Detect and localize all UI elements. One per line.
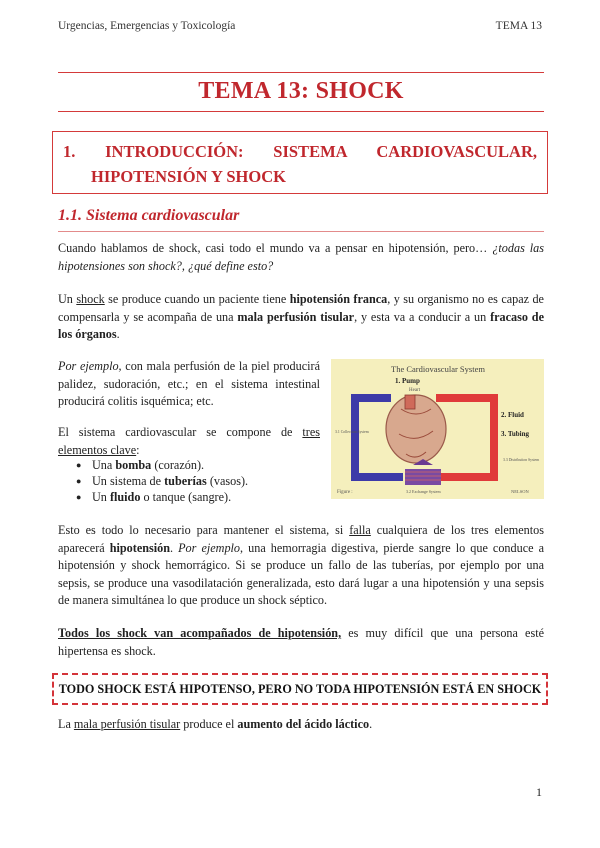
figure-left-label: 3.1 Collection System	[335, 430, 369, 434]
figure-title: The Cardiovascular System	[391, 364, 485, 374]
exchange-system-block	[405, 469, 441, 485]
header-left: Urgencias, Emergencias y Toxicología	[58, 20, 236, 32]
example-label: Por ejemplo,	[58, 359, 122, 373]
list-item: ● Una bomba (corazón).	[78, 457, 248, 473]
aorta-icon	[405, 395, 415, 409]
statement-all-shock: Todos los shock van acompañados de hipotensión,	[58, 626, 342, 640]
elements-list	[78, 457, 248, 505]
paragraph-intro	[58, 240, 544, 275]
heart-label: Heart	[409, 388, 421, 393]
term-mala-perfusion: mala perfusión tisular	[237, 309, 355, 324]
term-hipotension: hipotensión	[109, 540, 171, 555]
term-shock: shock	[76, 292, 105, 306]
key-statement-text: TODO SHOCK ESTÁ HIPOTENSO, PERO NO TODA HIPOTENSIÓN ESTÁ EN SHOCK	[58, 681, 542, 696]
cardiovascular-diagram-svg	[331, 359, 544, 499]
paragraph-shock-definition: Un shock se produce cuando un paciente tiene hipotensión franca, y su organismo no es capaz de compensarla y se acompaña de una mala perfusión tisular, y esta va a conducir a un fracaso de los órganos.	[58, 292, 544, 341]
figure-fluid-label: 2. Fluid	[501, 411, 524, 419]
figure-tubing-label: 3. Tubing	[501, 430, 530, 438]
term-tres-elementos: tres elementos clave	[58, 425, 320, 457]
figure-credit: NELSON	[511, 489, 529, 494]
list-item: ● Un fluido o tanque (sangre).	[78, 489, 248, 505]
figure-pump-label: 1. Pump	[395, 377, 420, 385]
intro-text: Cuando hablamos de shock, casi todo el mundo va a pensar en hipotensión, pero…	[58, 241, 493, 255]
cardiovascular-diagram	[331, 359, 544, 499]
intro-question: ¿todas las hipotensiones son shock?, ¿qué define esto?	[58, 241, 544, 273]
term-acido-lactico: aumento del ácido láctico	[237, 717, 370, 731]
key-statement-box	[52, 673, 548, 705]
term-fracaso-organos: fracaso de los órganos	[58, 309, 544, 341]
heart-icon	[386, 395, 446, 463]
term-mala-perfusion-tisular: mala perfusión tisular	[73, 717, 181, 731]
section-heading-line2: HIPOTENSIÓN Y SHOCK	[91, 167, 286, 186]
header-right: TEMA 13	[495, 20, 542, 32]
paragraph-all-shock: Todos los shock van acompañados de hipotensión, es muy difícil que una persona esté hipertensa es shock.	[58, 626, 545, 658]
page-title: TEMA 13: SHOCK	[198, 78, 404, 104]
example-text: con mala perfusión de la piel producirá palidez, sudoración, etc.; en el sistema intestinal producirá colitis isquémica; etc.	[58, 359, 320, 408]
paragraph-failure: Esto es todo lo necesario para mantener el sistema, si falla cualquiera de los tres elementos aparecerá hipotensión. Por ejemplo, una hemorragia digestiva, pierde sangre lo que conduce a hipotensión y shock hemorrágico. Si se produce un fallo de las tuberías, por ejemplo por una sepsis, se produce una vasodilatación generalizada, esto dará lugar a una hipotensión y una sepsis de manera simultánea lo que produce un shock séptico.	[58, 523, 545, 607]
paragraph-elements: El sistema cardiovascular se compone de tres elementos clave:	[58, 425, 320, 457]
list-item: ● Un sistema de tuberías (vasos).	[78, 473, 248, 489]
paragraph-lactic: La mala perfusión tisular produce el aumento del ácido láctico.	[58, 717, 373, 731]
subsection-title: 1.1. Sistema cardiovascular	[58, 207, 240, 224]
paragraph-example	[58, 358, 320, 411]
section-heading-box	[52, 131, 548, 194]
term-falla: falla	[349, 523, 371, 537]
subsection-rule	[58, 231, 544, 232]
term-hipotension-franca: hipotensión franca	[289, 292, 388, 306]
title-bottom-rule	[58, 111, 544, 112]
section-heading-line1: 1. INTRODUCCIÓN: SISTEMA CARDIOVASCULAR,	[63, 142, 537, 161]
page-number: 1	[536, 785, 542, 799]
title-top-rule	[58, 72, 544, 73]
figure-caption: Figure :	[337, 490, 353, 495]
figure-right-label: 3.3 Distribution System	[503, 458, 540, 462]
figure-bottom-label: 3.2 Exchange System	[406, 489, 441, 494]
example-label-2: Por ejemplo	[178, 540, 241, 555]
